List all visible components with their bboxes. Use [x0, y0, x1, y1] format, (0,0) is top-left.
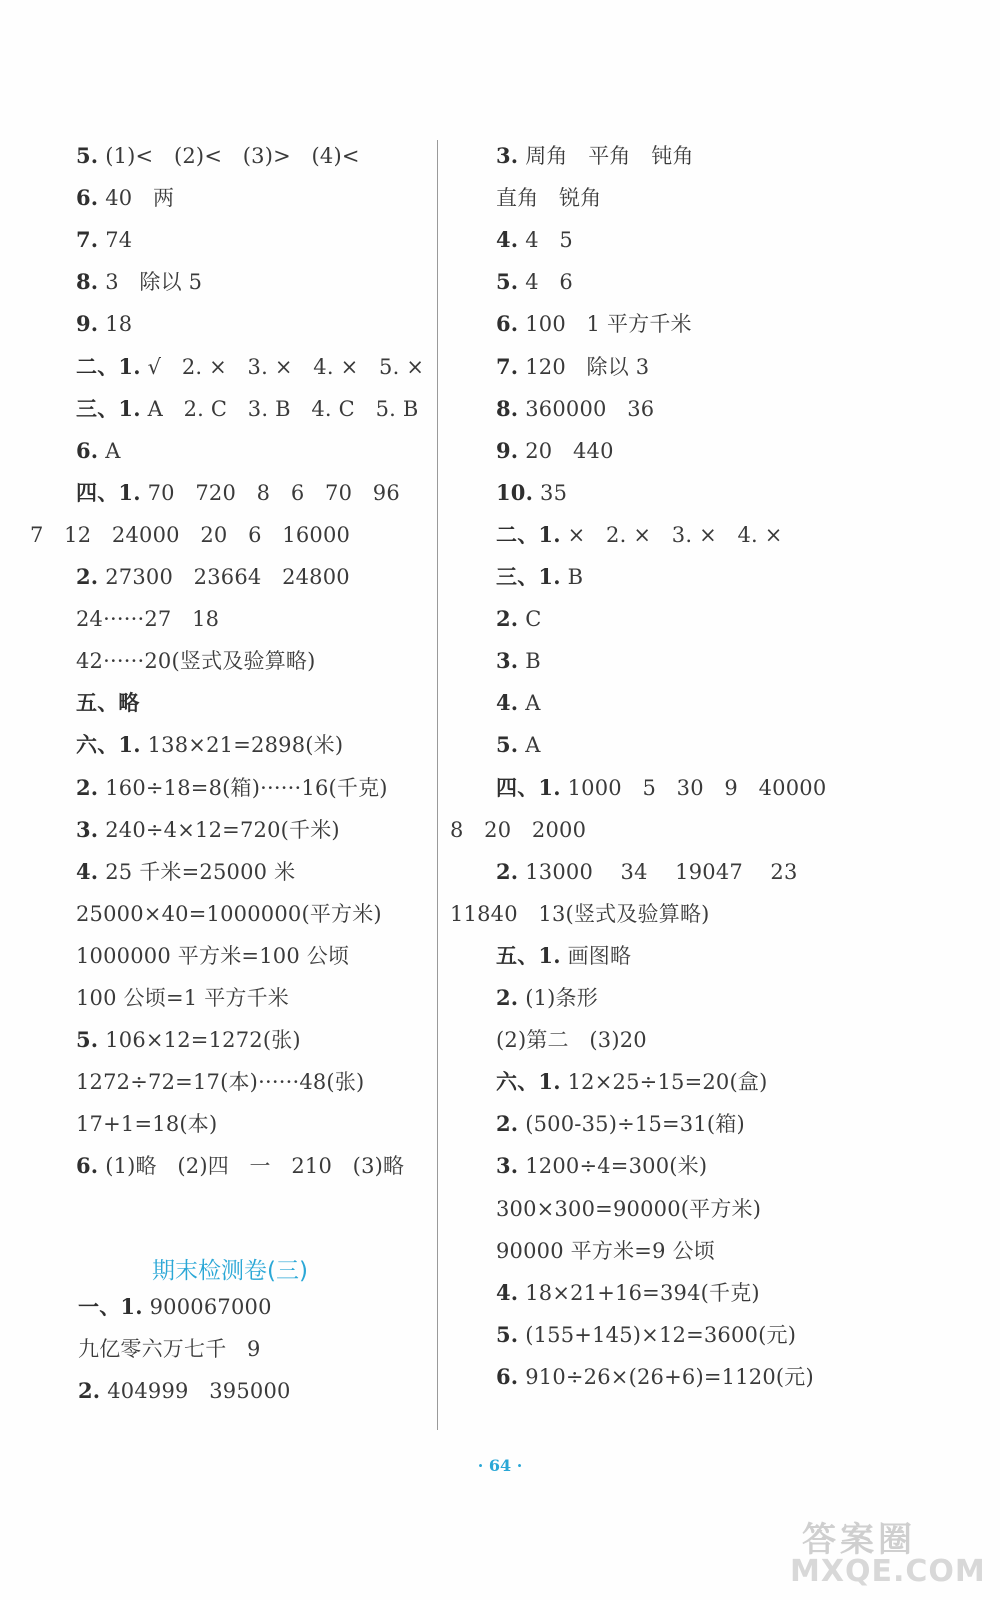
answer-text: 27300 23664 24800	[98, 565, 350, 589]
answer-text: 18	[98, 312, 133, 337]
answer-line	[496, 1237, 715, 1265]
answer-line	[496, 731, 541, 759]
answer-text: 直角 锐角	[496, 186, 602, 211]
question-number: 4.	[496, 1279, 519, 1305]
question-number: 5.	[496, 1321, 519, 1347]
answer-text: 8 20 2000	[450, 817, 587, 842]
answer-line	[76, 310, 132, 338]
answer-line	[76, 563, 350, 591]
answer-text: 404999 395000	[100, 1379, 291, 1403]
question-number: 4.	[76, 858, 99, 884]
question-number: 一、1.	[78, 1294, 143, 1319]
answer-text: 90000 平方米=9 公顷	[496, 1238, 715, 1263]
answer-text: 17+1=18(本)	[76, 1112, 218, 1137]
question-number: 2.	[496, 606, 519, 632]
question-number: 5.	[496, 269, 519, 295]
answer-text: 4 6	[518, 270, 573, 295]
answer-text: (1)略 (2)四 一 210 (3)略	[98, 1154, 405, 1179]
answer-line	[496, 1279, 760, 1307]
answer-text: 70 720 8 6 70 96	[140, 480, 400, 505]
question-number: 3.	[496, 143, 519, 168]
question-number: 4.	[496, 227, 519, 253]
answer-line	[496, 268, 573, 296]
answer-line	[76, 689, 140, 717]
answer-line	[76, 900, 382, 928]
answer-text: 24······27 18	[76, 607, 220, 632]
answer-text: 910÷26×(26+6)=1120(元)	[518, 1364, 814, 1389]
answer-line	[76, 816, 340, 844]
section-title: 期末检测卷(三)	[152, 1258, 308, 1284]
answer-text: 240÷4×12=720(千米)	[98, 817, 340, 842]
question-number: 2.	[496, 985, 519, 1010]
answer-line	[496, 1363, 814, 1391]
answer-text: 20 440	[518, 438, 614, 463]
answer-text: 35	[533, 480, 568, 505]
question-number: 6.	[76, 185, 99, 211]
answer-text: C	[518, 607, 542, 632]
answer-line	[78, 1293, 272, 1321]
answer-line	[76, 184, 174, 212]
question-number: 6.	[76, 437, 99, 463]
question-number: 6.	[496, 1363, 519, 1389]
question-number: 10.	[496, 479, 534, 505]
watermark-logo	[782, 1512, 986, 1592]
answer-text: B	[560, 565, 584, 589]
question-number: 2.	[76, 564, 99, 589]
answer-line	[496, 689, 541, 717]
answer-text: B	[518, 649, 541, 674]
question-number: 3.	[496, 1153, 519, 1179]
answer-text: 900067000	[142, 1295, 272, 1319]
answer-text: 106×12=1272(张)	[98, 1028, 301, 1053]
question-number: 6.	[496, 311, 519, 337]
answer-text: 11840 13(竖式及验算略)	[450, 901, 710, 926]
question-number: 6.	[76, 1153, 99, 1179]
page-number: · 64 ·	[477, 1456, 523, 1475]
question-number: 三、1.	[76, 395, 141, 421]
answer-text: 25000×40=1000000(平方米)	[76, 901, 382, 926]
question-number: 二、1.	[496, 521, 561, 547]
answer-text: 18×21+16=394(千克)	[518, 1280, 760, 1305]
answer-line	[76, 353, 424, 381]
answer-text: 12×25÷15=20(盒)	[560, 1070, 768, 1095]
answer-line	[76, 647, 315, 675]
answer-line	[496, 395, 654, 423]
answer-line	[496, 142, 694, 170]
answer-line	[496, 479, 567, 507]
question-number: 8.	[76, 269, 99, 295]
answer-text: 1000 5 30 9 40000	[560, 775, 827, 800]
answer-text: 160÷18=8(箱)······16(千克)	[98, 775, 388, 800]
question-number: 9.	[496, 437, 519, 463]
answer-line	[76, 942, 349, 970]
answer-text: (500-35)÷15=31(箱)	[518, 1112, 745, 1137]
answer-line	[496, 942, 631, 970]
answer-text: 300×300=90000(平方米)	[496, 1196, 762, 1221]
answer-text: 13000 34 19047 23	[518, 859, 798, 884]
answer-line	[496, 858, 798, 886]
question-number: 五、1.	[496, 942, 561, 968]
question-number: 二、1.	[76, 353, 141, 379]
question-number: 5.	[76, 1027, 99, 1053]
question-number: 2.	[78, 1378, 101, 1403]
question-number: 2.	[496, 1111, 519, 1137]
answer-line	[496, 605, 541, 633]
answer-text: (1)条形	[518, 986, 598, 1010]
answer-line	[76, 1152, 404, 1180]
question-number: 3.	[76, 816, 99, 842]
answer-text: A	[518, 733, 541, 758]
answer-line	[76, 1026, 301, 1054]
answer-line	[496, 1110, 745, 1138]
column-divider	[437, 140, 438, 1430]
answer-text: 4 5	[518, 228, 573, 253]
answer-line	[496, 437, 614, 465]
question-number: 四、1.	[76, 479, 141, 505]
answer-line	[76, 1110, 217, 1138]
question-number: 9.	[76, 311, 99, 337]
answer-text: 周角 平角 钝角	[518, 144, 694, 168]
answer-line	[496, 1026, 647, 1054]
answer-text: 100 公顷=1 平方千米	[76, 986, 289, 1010]
question-number: 3.	[496, 648, 519, 674]
question-number: 7.	[496, 353, 519, 379]
answer-text: 74	[98, 228, 133, 253]
question-number: 四、1.	[496, 774, 561, 800]
answer-line	[496, 353, 649, 381]
answer-line	[78, 1377, 291, 1405]
answer-text: × 2. × 3. × 4. ×	[560, 522, 783, 547]
answer-line	[76, 437, 121, 465]
question-number: 5.	[496, 732, 519, 758]
question-number: 7.	[76, 227, 99, 253]
answer-text: 25 千米=25000 米	[98, 859, 296, 884]
answer-line	[496, 1068, 767, 1096]
answer-line	[450, 816, 586, 844]
question-number: 8.	[496, 395, 519, 421]
question-number: 2.	[496, 858, 519, 884]
answer-text: 100 1 平方千米	[518, 312, 692, 337]
answer-text: (1)< (2)< (3)> (4)<	[98, 144, 360, 168]
answer-line	[76, 858, 295, 886]
answer-text: 40 两	[98, 186, 175, 211]
answer-text: 360000 36	[518, 396, 655, 421]
watermark-bottom-text: MXQE.COM	[790, 1554, 986, 1589]
answer-text: 3 除以 5	[98, 270, 203, 295]
answer-line	[496, 310, 692, 338]
answer-line	[76, 268, 202, 296]
answer-line	[496, 774, 826, 802]
answer-text: A	[98, 438, 121, 463]
question-number: 六、1.	[496, 1069, 561, 1095]
answer-line	[496, 521, 783, 549]
answer-text: 1200÷4=300(米)	[518, 1154, 708, 1179]
answer-line	[30, 521, 350, 549]
question-number: 4.	[496, 690, 519, 716]
answer-line	[496, 563, 583, 591]
answer-text: 7 12 24000 20 6 16000	[30, 522, 351, 547]
answer-line	[76, 479, 400, 507]
answer-text: √ 2. × 3. × 4. × 5. ×	[140, 354, 425, 379]
answer-line	[76, 731, 343, 759]
answer-line	[76, 605, 219, 633]
answer-text: 138×21=2898(米)	[140, 733, 344, 758]
answer-line	[76, 774, 388, 802]
answer-text: 1272÷72=17(本)······48(张)	[76, 1070, 365, 1095]
answer-line	[496, 226, 573, 254]
answer-line	[76, 1068, 364, 1096]
answer-text: 1000000 平方米=100 公顷	[76, 943, 350, 968]
answer-line	[496, 647, 541, 675]
answer-line	[76, 226, 132, 254]
answer-text: A	[518, 691, 541, 716]
answer-line	[76, 142, 360, 170]
answer-text: 画图略	[560, 943, 632, 968]
question-number: 2.	[76, 774, 99, 800]
answer-line	[496, 1152, 707, 1180]
answer-text: A 2. C 3. B 4. C 5. B	[140, 396, 419, 421]
answer-line	[496, 984, 598, 1012]
answer-line	[496, 184, 601, 212]
answer-text: 九亿零六万七千 9	[78, 1337, 261, 1361]
answer-line	[496, 1195, 761, 1223]
question-number: 5.	[76, 143, 99, 168]
watermark-top-text: 答案圈	[802, 1520, 916, 1560]
answer-text: (155+145)×12=3600(元)	[518, 1322, 797, 1347]
answer-line	[496, 1321, 796, 1349]
answer-text: (2)第二 (3)20	[496, 1028, 647, 1053]
question-number: 六、1.	[76, 732, 141, 758]
question-number: 三、1.	[496, 564, 561, 589]
question-number: 五、略	[76, 690, 140, 716]
answer-line	[76, 395, 419, 423]
answer-text: 120 除以 3	[518, 354, 650, 379]
answer-line	[76, 984, 289, 1012]
answer-line	[450, 900, 710, 928]
answer-line	[78, 1335, 261, 1363]
answer-text: 42······20(竖式及验算略)	[76, 649, 316, 674]
